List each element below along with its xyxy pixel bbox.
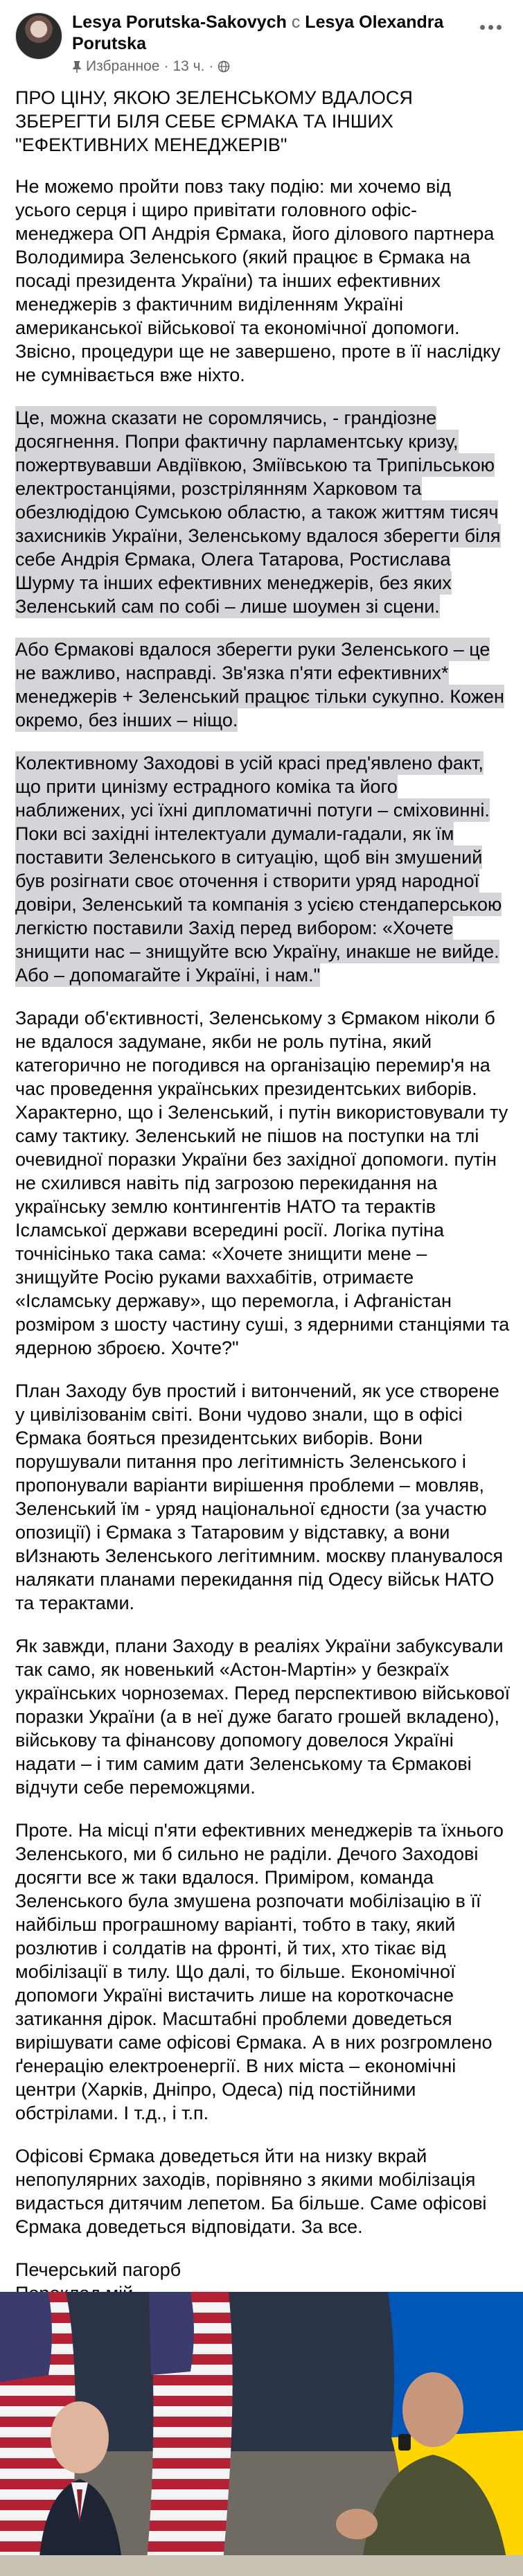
highlighted-text: Або Єрмакові вдалося зберегти руки Зеленського – це не важливо, насправді. Зв'язка п'яти ефективних* менеджерів + Зеленський працює тільки сукупно. Кожен окремо, без інших – ніщо. [15,639,504,730]
signature: Печерський пагорб [15,2259,181,2280]
post-paragraph-highlighted [15,406,511,618]
post-paragraph-highlighted [15,638,511,732]
post-paragraph-highlighted [15,751,511,987]
avatar[interactable] [15,12,62,60]
post-paragraph: Проте. На місці п'яти ефективних менеджерів та їхнього Зеленського, ми б сильно не раділи. Дечого Заходові досягти все ж таки вдалося. Приміром, команда Зеленського була змушена розпочати мобілізацію в її найбільш програшному варіанті, тобто в таку, який розлютив і солдатів на фронті, й тих, хто тікає від мобілізації в тилу. Що далі, то більше. Економічної допомоги Україні вистачить лише на короткочасне затикання дірок. Масштабні проблеми доведеться вирішувати саме офісові Єрмака. А в них розгромлено ґенерацію електроенергії. В них міста – економічні центри (Харків, Дніпро, Одеса) під постійними обстрілами. І т.д., і т.п. [15,1820,504,2123]
globe-icon [218,60,230,73]
post-paragraph: Заради об'єктивності, Зеленському з Єрмаком ніколи б не вдалося задумане, якби не роль путіна, який категорично не погодився на організацію перемир'я на час проведення українських президентських виборів. Характерно, що і Зеленський, і путін використовували ту саму тактику. Зеленський не пішов на поступки на тлі очевидної поразки України без західної допомоги. путін не схилився навіть під загрозою перекидання на українську землю контингентів НАТО та терактів Ісламської держави всередині росії. Логіка путіна точнісінько така сама: «Хочете знищити мене – знищуйте Росію руками ваххабітів, отримаєте «Ісламську державу», що перемогла, і Афганістан розміром з шосту частину суші, з ядерними станціями та ядерною зброєю. Хочте?" [15,1008,510,1358]
post-paragraph: Офісові Єрмака доведеться йти на низку вкрай непопулярних заходів, порівняно з якими мобілізація видасться дитячим лепетом. Ба більше. Саме офісові Єрмака доведеться відповідати. За все. [15,2146,487,2237]
meta-separator: · [163,58,169,74]
author-line [72,12,460,55]
post-paragraph: Не можемо пройти повз таку подію: ми хочемо від усього серця і щиро привітати головного офіс-менеджера ОП Андрія Єрмака, його ділового партнера Володимира Зеленського (який працює в Єрмака на посаді президента України) та інших ефективних менеджерів з фактичним виділенням Україні американської військової та економічної допомоги. Звісно, процедури ще не завершено, проте в її наслідку не сумніваєтьcя вже ніхто. [15,176,501,385]
post-body [15,86,511,2367]
post-paragraph: План Заходу був простий і витончений, як усе створене у цивілізованім світі. Вони чудово знали, що в офісі Єрмака бояться президентських виборів. Вони порушували питання про легітимність Зеленського і пропонували варіанти вирішення проблеми – мовляв, Зеленський їм - уряд національної єдности (за участю опозиції) і Єрмака з Татаровим у відставку, а вони вИзнають Зеленського легітимним. москву планувалося налякати планами перекидання під Одесу військ НАТО та терактами. [15,1381,504,1613]
photo-illustration [0,2292,523,2576]
audience-label[interactable]: Избранное [86,58,160,74]
pin-icon [72,60,82,73]
more-options-icon[interactable] [475,17,506,37]
with-word: с [291,12,301,32]
post-title: ПРО ЦІНУ, ЯКОЮ ЗЕЛЕНСЬКОМУ ВДАЛОСЯ ЗБЕРЕГТИ БІЛЯ СЕБЕ ЄРМАКА ТА ІНШИХ "ЕФЕКТИВНИХ МЕНЕДЖЕРІВ" [15,87,413,155]
author-name[interactable]: Lesya Porutska-Sakovych [72,12,287,32]
post-paragraph: Як завжди, плани Заходу в реаліях України забуксували так само, як новенький «Астон-Мартін» у безкраїх українських чорноземах. Перед перспективою військової поразки України (а в неї дуже багато грошей вкладено), військову та фінансову допомогу довелося Україні надати – і тим самим дати Зеленському та Єрмакові відчути себе переможцями. [15,1636,511,1798]
meta-separator: · [209,58,214,74]
highlighted-text: Колективному Заходові в усій красі пред'явлено факт, що прити цинізму естрадного коміка та його наближених, усі їхні дипломатичні потуги – сміховинні. Поки всі західні інтелектуали думали-гадали, як їм поставити Зеленського в ситуацію, щоб він змушений був розігнати своє оточення і створити уряд народної довіри, Зеленський та компанія з усією стендаперською легкістю поставили Захід перед вибором: «Хочете знищити нас – знищуйте всю Україну, инакше не вийде. Або – допомагайте і Україні, і нам." [15,753,502,985]
post-photo[interactable] [0,2292,523,2576]
coauthor-name[interactable]: Lesya Olexandra Porutska [72,12,444,53]
highlighted-text: Це, можна сказати не соромлячись, - грандіозне досягнення. Попри фактичну парламентську кризу, пожертвувавши Авдіївкою, Зміївською та Трипільською електростанціями, розстрілянням Харковом та обезлюдідою Сумською областю, а також життям тисяч захисників України, Зеленському вдалося зберегти біля себе Андрія Єрмака, Олега Татарова, Ростислава Шурму та інших ефективних менеджерів, без яких Зеленський сам по собі – лише шоумен зі сцени. [15,408,501,617]
post-time[interactable]: 13 ч. [172,58,205,74]
post-meta [72,58,230,75]
post-header [0,0,523,82]
